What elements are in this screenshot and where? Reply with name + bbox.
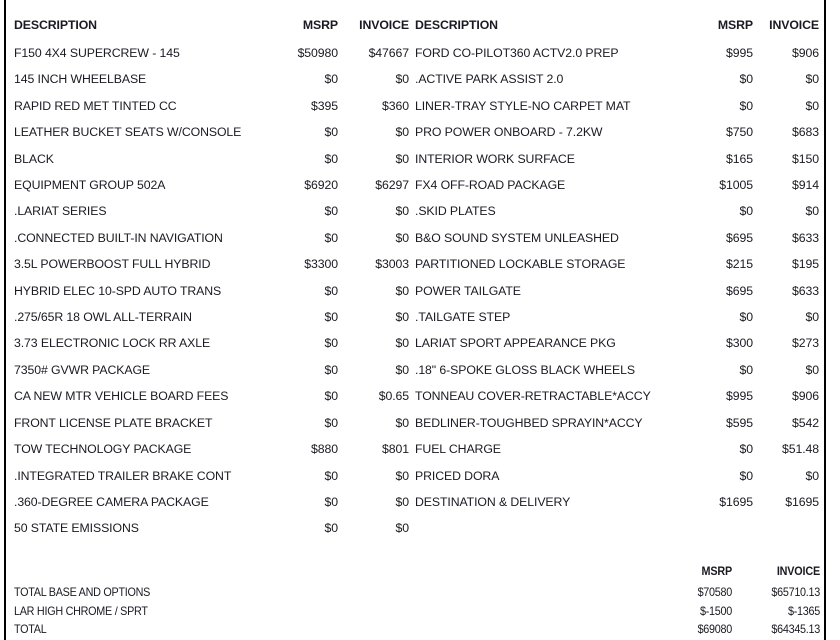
column-header-msrp: MSRP [302,18,338,32]
table-row [415,410,820,436]
option-msrp-value: $300 [726,336,753,351]
option-msrp-value: $995 [726,389,753,404]
totals-row [14,602,820,621]
table-row [14,225,410,251]
option-invoice-value: $0 [805,362,819,377]
totals-row-label: TOTAL BASE AND OPTIONS [14,585,151,599]
option-description: .275/65R 18 OWL ALL-TERRAIN [14,310,192,325]
option-description: POWER TAILGATE [415,283,521,298]
option-msrp-value: $0 [739,98,753,113]
option-invoice-value: $0 [395,283,409,298]
table-header-row [14,10,410,40]
option-invoice-value: $0 [395,521,409,536]
table-row [415,463,820,489]
totals-row-invoice-value: $65710.13 [771,585,820,599]
option-msrp-value: $1005 [719,178,753,193]
option-invoice-value: $0 [395,151,409,166]
options-table-left-body [14,40,410,542]
option-description: .LARIAT SERIES [14,204,107,219]
options-panel-right [415,10,820,515]
table-row [14,304,410,330]
option-description: 3.73 ELECTRONIC LOCK RR AXLE [14,336,211,351]
table-row [415,330,820,356]
table-row [14,383,410,409]
option-invoice-value: $195 [792,257,819,272]
option-invoice-value: $0 [805,72,819,87]
totals-row [14,583,820,602]
option-description: .18" 6-SPOKE GLOSS BLACK WHEELS [415,362,635,377]
option-msrp-value: $695 [726,283,753,298]
option-msrp-value: $0 [739,72,753,87]
totals-row-msrp-value: $-1500 [699,603,732,618]
option-msrp-value: $0 [324,230,338,245]
table-row [415,93,820,119]
totals-column-header-invoice: INVOICE [776,564,820,578]
option-invoice-value: $0.65 [378,389,409,404]
option-invoice-value: $3003 [375,257,409,272]
column-header-invoice: INVOICE [359,18,409,32]
column-header-description: DESCRIPTION [415,18,498,32]
option-msrp-value: $880 [311,442,338,457]
option-msrp-value: $0 [324,494,338,509]
option-invoice-value: $914 [792,178,819,193]
option-msrp-value: $0 [324,310,338,325]
table-row [415,304,820,330]
options-table-left-header [14,10,410,40]
table-row [14,278,410,304]
table-row [14,119,410,145]
table-row [415,198,820,224]
option-description: BLACK [14,151,54,166]
option-description: 145 INCH WHEELBASE [14,72,147,87]
table-row [14,330,410,356]
option-msrp-value: $0 [739,442,753,457]
option-description: TONNEAU COVER-RETRACTABLE*ACCY [415,389,651,404]
option-msrp-value: $3300 [304,257,338,272]
table-row [415,436,820,462]
option-description: DESTINATION & DELIVERY [415,494,571,509]
option-invoice-value: $1695 [785,494,819,509]
option-invoice-value: $273 [792,336,819,351]
totals-row-label: TOTAL [14,622,47,636]
totals-header-spacer [14,559,559,583]
option-description: FX4 OFF-ROAD PACKAGE [415,178,566,193]
table-row [415,66,820,92]
option-msrp-value: $750 [726,125,753,140]
table-row [14,93,410,119]
option-description: INTERIOR WORK SURFACE [415,151,575,166]
option-msrp-value: $165 [726,151,753,166]
table-row [415,251,820,277]
option-description: LINER-TRAY STYLE-NO CARPET MAT [415,98,631,113]
option-description: .CONNECTED BUILT-IN NAVIGATION [14,230,223,245]
table-row [14,463,410,489]
option-msrp-value: $6920 [304,178,338,193]
table-row [14,436,410,462]
table-row [14,172,410,198]
option-description: .ACTIVE PARK ASSIST 2.0 [415,72,564,87]
option-msrp-value: $695 [726,230,753,245]
column-header-description: DESCRIPTION [14,18,97,32]
options-table-right-body [415,40,820,515]
table-row [415,146,820,172]
option-msrp-value: $0 [739,362,753,377]
table-row [14,515,410,541]
option-invoice-value: $0 [805,204,819,219]
option-description: .SKID PLATES [415,204,496,219]
option-invoice-value: $0 [395,125,409,140]
option-invoice-value: $0 [805,468,819,483]
option-msrp-value: $1695 [719,494,753,509]
totals-column-header-msrp: MSRP [701,564,732,578]
option-invoice-value: $633 [792,283,819,298]
totals-row-invoice-value: $64345.13 [771,622,820,636]
option-description: FUEL CHARGE [415,442,501,457]
option-description: .360-DEGREE CAMERA PACKAGE [14,494,209,509]
option-description: .INTEGRATED TRAILER BRAKE CONT [14,468,232,483]
option-description: LEATHER BUCKET SEATS W/CONSOLE [14,125,242,140]
option-invoice-value: $0 [805,310,819,325]
option-msrp-value: $0 [324,362,338,377]
option-msrp-value: $0 [324,151,338,166]
totals-table [14,559,820,639]
option-invoice-value: $0 [395,204,409,219]
option-description: BEDLINER-TOUGHBED SPRAYIN*ACCY [415,415,643,430]
option-msrp-value: $595 [726,415,753,430]
option-description: CA NEW MTR VEHICLE BOARD FEES [14,389,229,404]
option-description: TOW TECHNOLOGY PACKAGE [14,442,192,457]
table-row [14,410,410,436]
totals-section [0,559,840,639]
table-row [14,40,410,66]
option-invoice-value: $0 [395,468,409,483]
option-invoice-value: $906 [792,389,819,404]
option-description: 3.5L POWERBOOST FULL HYBRID [14,257,211,272]
option-description: F150 4X4 SUPERCREW - 145 [14,46,180,60]
option-invoice-value: $0 [395,362,409,377]
option-invoice-value: $801 [382,442,409,457]
option-msrp-value: $215 [726,257,753,272]
option-description: PARTITIONED LOCKABLE STORAGE [415,257,626,272]
option-description: 50 STATE EMISSIONS [14,521,139,536]
option-msrp-value: $0 [739,468,753,483]
option-msrp-value: $395 [311,98,338,113]
options-panel-left [14,10,410,542]
option-description: RAPID RED MET TINTED CC [14,98,177,113]
option-msrp-value: $0 [324,468,338,483]
option-invoice-value: $6297 [375,178,409,193]
option-description: PRO POWER ONBOARD - 7.2KW [415,125,603,140]
option-invoice-value: $360 [382,98,409,113]
option-msrp-value: $0 [324,125,338,140]
totals-table-body [14,583,820,639]
table-row [415,40,820,66]
option-invoice-value: $0 [395,310,409,325]
option-description: EQUIPMENT GROUP 502A [14,178,166,193]
option-msrp-value: $0 [739,204,753,219]
table-row [14,198,410,224]
option-msrp-value: $0 [324,283,338,298]
table-row [415,383,820,409]
table-row [14,251,410,277]
option-invoice-value: $906 [792,46,819,60]
option-invoice-value: $0 [395,494,409,509]
table-row [14,357,410,383]
table-row [415,357,820,383]
option-invoice-value: $0 [805,98,819,113]
totals-row [14,620,820,639]
option-invoice-value: $0 [395,72,409,87]
option-msrp-value: $0 [324,521,338,536]
option-msrp-value: $0 [324,72,338,87]
totals-row-msrp-value: $69080 [697,622,732,636]
options-table-right-header [415,10,820,40]
totals-table-header [14,559,820,583]
option-description: 7350# GVWR PACKAGE [14,362,151,377]
option-invoice-value: $0 [395,230,409,245]
table-row [415,119,820,145]
option-invoice-value: $0 [395,415,409,430]
options-table-right [415,10,820,515]
table-row [415,225,820,251]
option-description: LARIAT SPORT APPEARANCE PKG [415,336,616,351]
option-msrp-value: $0 [324,336,338,351]
option-msrp-value: $0 [324,204,338,219]
totals-header-row [14,559,820,583]
table-row [14,66,410,92]
option-invoice-value: $51.48 [781,442,819,457]
totals-row-msrp-value: $70580 [697,585,732,599]
option-invoice-value: $47667 [368,46,409,60]
option-description: FRONT LICENSE PLATE BRACKET [14,415,213,430]
option-msrp-value: $50980 [297,46,338,60]
totals-row-label: LAR HIGH CHROME / SPRT [14,603,148,618]
option-invoice-value: $0 [395,336,409,351]
table-row [415,278,820,304]
option-msrp-value: $995 [726,46,753,60]
option-msrp-value: $0 [324,415,338,430]
options-table-left [14,10,410,542]
option-invoice-value: $683 [792,125,819,140]
option-description: HYBRID ELEC 10-SPD AUTO TRANS [14,283,222,298]
table-row [14,146,410,172]
option-msrp-value: $0 [739,310,753,325]
option-invoice-value: $633 [792,230,819,245]
option-invoice-value: $150 [792,151,819,166]
option-msrp-value: $0 [324,389,338,404]
table-row [415,172,820,198]
option-description: FORD CO-PILOT360 ACTV2.0 PREP [415,46,619,60]
table-row [14,489,410,515]
totals-row-invoice-value: $-1365 [787,603,820,618]
column-header-invoice: INVOICE [769,18,819,32]
option-description: B&O SOUND SYSTEM UNLEASHED [415,230,619,245]
table-row [415,489,820,515]
option-description: PRICED DORA [415,468,500,483]
column-header-msrp: MSRP [717,18,753,32]
table-header-row [415,10,820,40]
option-invoice-value: $542 [792,415,819,430]
option-description: .TAILGATE STEP [415,310,511,325]
